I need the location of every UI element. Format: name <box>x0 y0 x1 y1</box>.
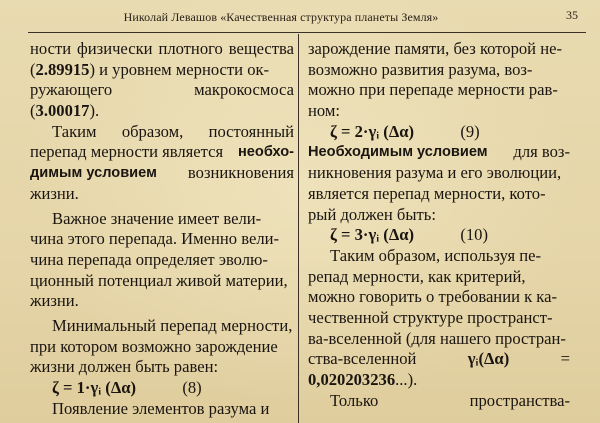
text-line: чина перепада определяет эволю- <box>30 249 268 269</box>
text-line: можно говорить о требовании к ка- <box>308 287 558 307</box>
text-line: ности физически плотного вещества <box>30 39 294 58</box>
text-line: (3.00017). <box>30 101 100 121</box>
text-line: димым условием возникновения <box>30 163 294 183</box>
text-line: чина этого перепада. Именно вели- <box>30 229 280 249</box>
text-line: никновения разума и его эволюции, <box>308 163 562 183</box>
column-divider <box>298 34 299 423</box>
text-line: 0,020203236...). <box>308 370 418 389</box>
text-line: можно при перепаде мерности рав- <box>308 80 558 100</box>
text-line: Таким образом, постоянный <box>52 121 294 141</box>
formula-10 <box>308 225 570 246</box>
formula-9 <box>308 122 570 143</box>
text-line: возможно развития разума, воз- <box>308 59 533 79</box>
text-line: при котором возможно зарождение <box>30 336 278 356</box>
text-line: жизни должен быть равен: <box>30 357 219 377</box>
text-line: рый должен быть: <box>308 204 436 224</box>
page-header <box>24 0 578 30</box>
gamma-expression: γᵢ(Δα) <box>467 349 510 369</box>
emphasis-term: необхо- <box>237 144 294 161</box>
text-line: Появление элементов разума и <box>52 398 270 418</box>
formula-number: (10) <box>460 225 488 245</box>
formula-expression: ζ = 1·γᵢ (Δα) <box>52 378 137 397</box>
text-line: (2.89915) и уровнем мерности ок- <box>30 59 270 79</box>
text-line: чественной структуре пространст- <box>308 307 553 327</box>
text-line: ционный потенциал живой материи, <box>30 270 288 290</box>
text-line: жизни. <box>30 291 79 311</box>
text-line: Таким образом, используя пе- <box>330 245 542 265</box>
text-line: перепад мерности является необхо- <box>30 142 294 162</box>
running-title: Николай Левашов «Качественная структура планеты Земля» <box>123 10 439 24</box>
emphasis-term: Необходимым условием <box>308 144 488 161</box>
dimensionality-value: 2.89915 <box>35 59 90 79</box>
dimensionality-value: 3.00017 <box>35 101 90 121</box>
text-line: ружающего макрокосмоса <box>30 80 294 100</box>
right-column <box>308 39 570 411</box>
text-line: репад мерности, как критерий, <box>308 266 526 286</box>
text-line: ном: <box>308 101 340 121</box>
text-line: зарождение памяти, без которой не- <box>308 39 562 58</box>
text-line: Только пространства- <box>330 390 570 410</box>
text-line: ва-вселенной (для нашего простран- <box>308 328 566 348</box>
constant-value: 0,020203236 <box>308 370 396 389</box>
text-line: является перепад мерности, кото- <box>308 183 546 203</box>
text-line: Необходимым условием для воз- <box>308 142 570 162</box>
page-number: 35 <box>566 8 578 22</box>
formula-8 <box>30 378 294 399</box>
left-column <box>30 39 294 419</box>
emphasis-term: димым условием <box>30 165 157 182</box>
formula-expression: ζ = 3·γᵢ (Δα) <box>330 225 415 245</box>
formula-number: (8) <box>182 378 202 397</box>
text-line: Минимальный перепад мерности, <box>52 315 293 335</box>
text-line: Важное значение имеет вели- <box>52 208 262 228</box>
header-rule <box>28 32 586 33</box>
text-line: жизни. <box>30 183 79 203</box>
formula-expression: ζ = 2·γᵢ (Δα) <box>330 121 415 141</box>
text-line: ства-вселенной γᵢ(Δα) = <box>308 349 570 369</box>
formula-number: (9) <box>460 121 480 141</box>
